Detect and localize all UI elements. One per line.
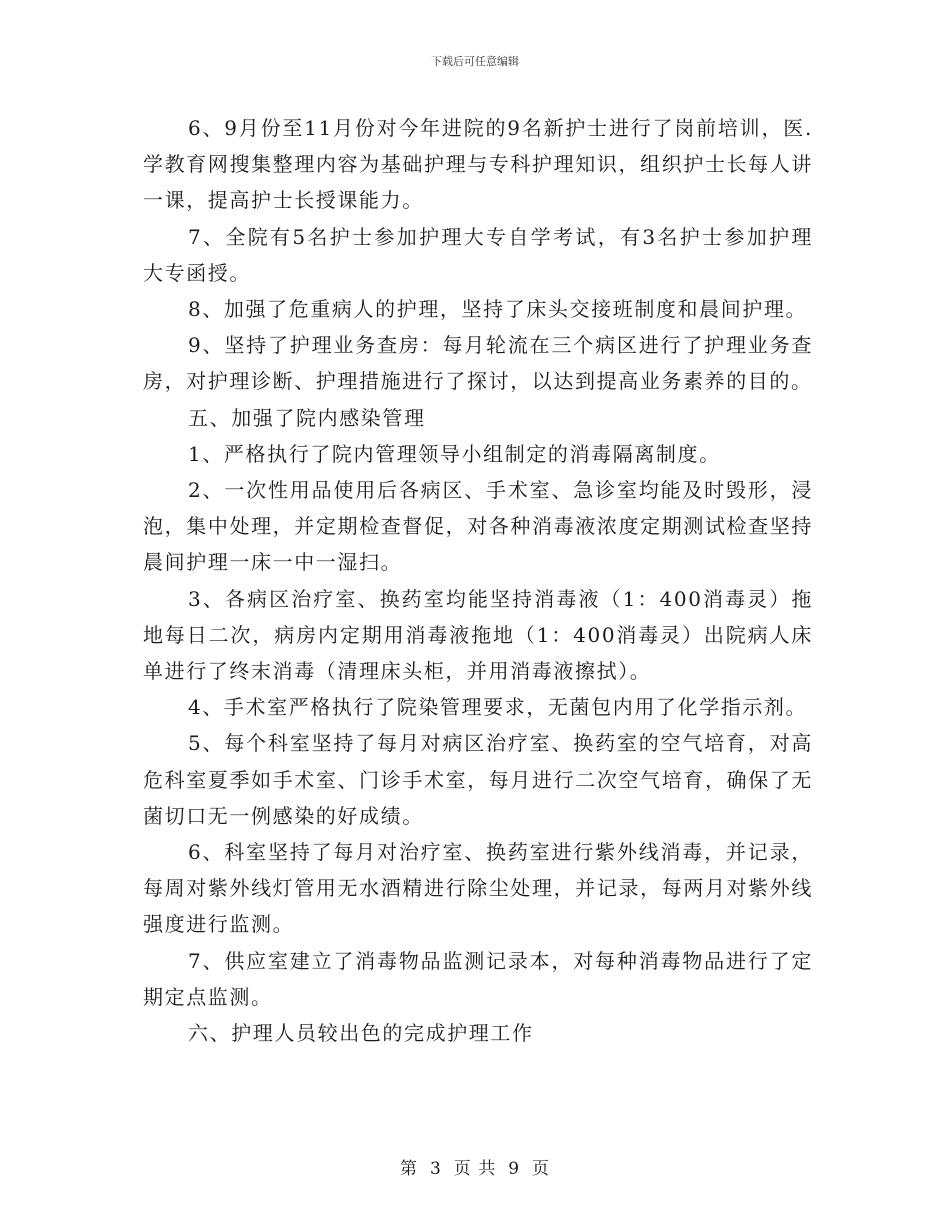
footer-middle: 页 共 [453,1159,497,1179]
footer-prefix: 第 [399,1159,418,1179]
footer-suffix: 页 [532,1159,551,1179]
paragraph-item-7-exam: 7、全院有5名护士参加护理大专自学考试，有3名护士参加护理大专函授。 [143,224,813,285]
page-header: 下载后可任意编辑 [431,55,519,68]
paragraph-item-4-operating-room: 4、手术室严格执行了院染管理要求，无菌包内用了化学指示剂。 [188,695,808,720]
paragraph-item-7-supply-room: 7、供应室建立了消毒物品监测记录本，对每种消毒物品进行了定期定点监测。 [143,948,813,1009]
footer-total-pages: 9 [508,1159,521,1179]
page-footer [0,1154,950,1179]
paragraph-item-1-disinfection: 1、严格执行了院内管理领导小组制定的消毒隔离制度。 [188,441,721,466]
paragraph-item-6-training: 6、9月份至11月份对今年进院的9名新护士进行了岗前培训，医.学教育网搜集整理内容为基础护理与专科护理知识，组织护士长每人讲一课，提高护士长授课能力。 [143,116,813,213]
section-heading-6: 六、护理人员较出色的完成护理工作 [188,1021,534,1046]
paragraph-item-6-uv: 6、科室坚持了每月对治疗室、换药室进行紫外线消毒，并记录，每周对紫外线灯管用无水酒精进行除尘处理，并记录，每两月对紫外线强度进行监测。 [143,840,813,937]
paragraph-item-9-ward-rounds: 9、坚持了护理业务查房：每月轮流在三个病区进行了护理业务查房，对护理诊断、护理措施进行了探讨，以达到提高业务素养的目的。 [143,333,813,394]
paragraph-item-5-air-culture: 5、每个科室坚持了每月对病区治疗室、换药室的空气培育，对高危科室夏季如手术室、门诊手术室，每月进行二次空气培育，确保了无菌切口无一例感染的好成绩。 [143,731,813,828]
footer-page-number: 3 [429,1159,442,1179]
paragraph-item-3-mopping: 3、各病区治疗室、换药室均能坚持消毒液（1：400消毒灵）拖地每日二次，病房内定期用消毒液拖地（1：400消毒灵）出院病人床单进行了终末消毒（清理床头柜，并用消毒液擦拭）。 [143,586,813,684]
document-body [143,110,813,1051]
section-heading-5: 五、加强了院内感染管理 [188,405,426,430]
paragraph-item-8-critical-care: 8、加强了危重病人的护理，坚持了床头交接班制度和晨间护理。 [188,297,808,322]
paragraph-item-2-disposables: 2、一次性用品使用后各病区、手术室、急诊室均能及时毁形，浸泡，集中处理，并定期检查督促，对各种消毒液浓度定期测试检查坚持晨间护理一床一中一湿扫。 [143,478,813,575]
